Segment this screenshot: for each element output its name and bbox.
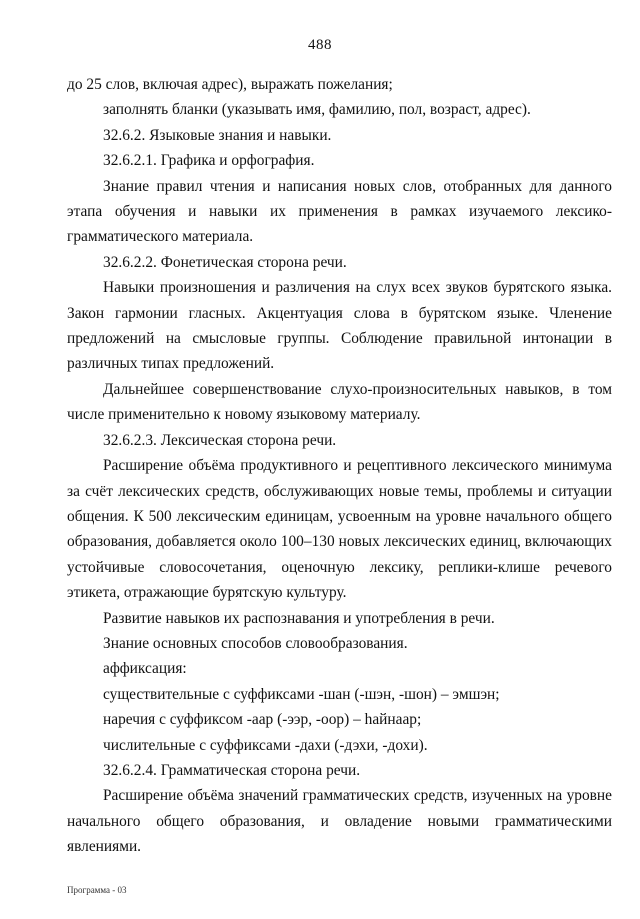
paragraph-vocabulary-expansion: Расширение объёма продуктивного и рецептивного лексического минимума за счёт лексических средств, обслуживающих новые темы, проблемы и ситуации общения. К 500 лексическим единицам, усвоенным на уровне начального общего образования, добавляется около 100–130 новых лексических единиц, включающих устойчивые словосочетания, оценочную лексику, реплики-клише речевого этикета, отражающие бурятскую культуру. <box>67 457 612 602</box>
paragraph-reading-rules: Знание правил чтения и написания новых слов, отобранных для данного этапа обучения и навыки их применения в рамках изучаемого лексико-грамматического материала. <box>67 177 612 246</box>
section-heading-phonetics: 32.6.2.2. Фонетическая сторона речи. <box>103 253 347 271</box>
paragraph-grammar-expansion: Расширение объёма значений грамматических средств, изученных на уровне начального общего образования, и овладение новыми грамматическими явлениями. <box>67 787 612 856</box>
list-item-nouns: существительные с суффиксами -шан (-шэн, -шон) – эмшэн; <box>103 685 500 703</box>
paragraph-pronunciation-skills: Навыки произношения и различения на слух всех звуков бурятского языка. Закон гармонии гласных. Акцентуация слова в бурятском языке. Членение предложений на смысловые группы. Соблюдение правильной интонации в различных типах предложений. <box>67 279 612 373</box>
page-number: 488 <box>308 37 332 53</box>
paragraph-continuation: до 25 слов, включая адрес), выражать пожелания; <box>67 76 393 93</box>
section-heading-grammar: 32.6.2.4. Грамматическая сторона речи. <box>103 761 361 779</box>
page-footer: Программа - 03 <box>67 885 127 895</box>
paragraph-fill-forms: заполнять бланки (указывать имя, фамилию, пол, возраст, адрес). <box>103 101 531 119</box>
section-heading-graphics-orthography: 32.6.2.1. Графика и орфография. <box>103 152 315 170</box>
list-label-affixation: аффиксация: <box>103 660 187 678</box>
paragraph-recognition-skills: Развитие навыков их распознавания и употребления в речи. <box>103 609 495 627</box>
paragraph-further-improvement: Дальнейшее совершенствование слухо-произносительных навыков, в том числе применительно к новому языковому материалу. <box>67 380 612 424</box>
list-item-numerals: числительные с суффиксами -дахи (-дэхи, -дохи). <box>103 736 428 754</box>
section-heading-language-knowledge: 32.6.2. Языковые знания и навыки. <box>103 126 332 144</box>
list-item-adverbs: наречия с суффиксом -аар (-ээр, -оор) – hайнаар; <box>103 711 422 729</box>
section-heading-lexical: 32.6.2.3. Лексическая сторона речи. <box>103 431 337 449</box>
paragraph-word-formation: Знание основных способов словообразования. <box>103 634 408 652</box>
document-body <box>67 72 612 860</box>
